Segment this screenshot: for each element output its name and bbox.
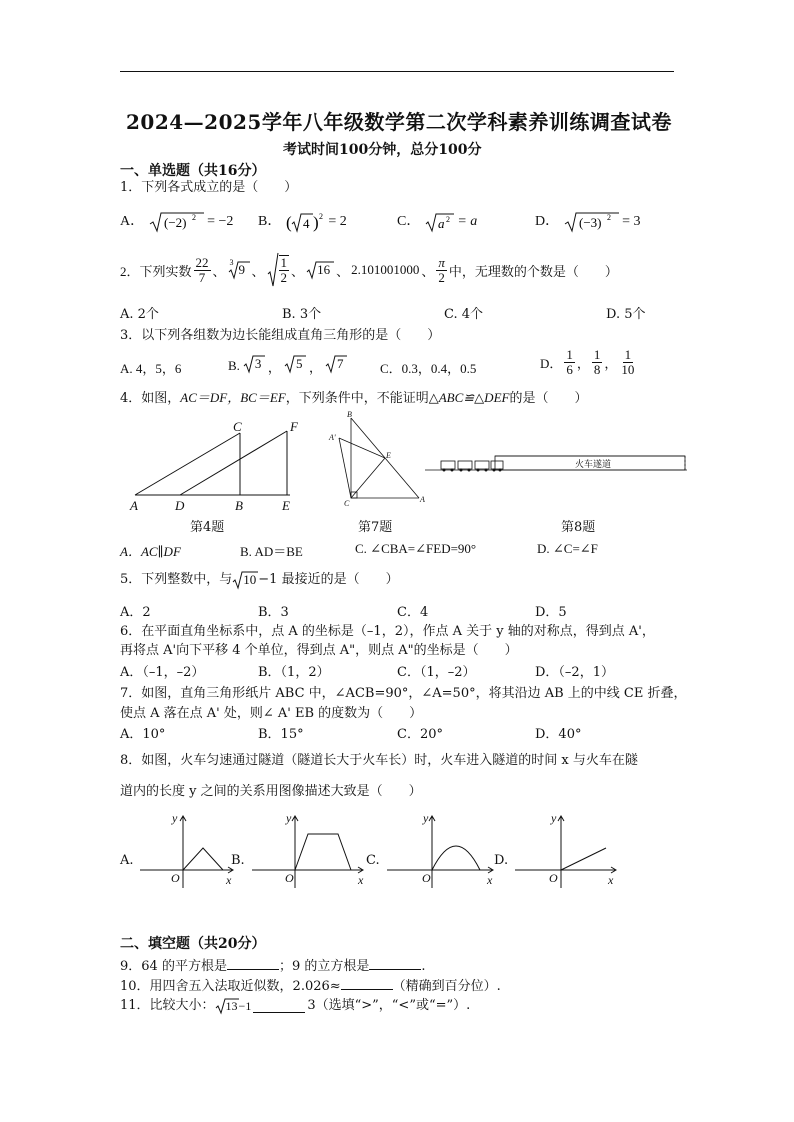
figure-q4 xyxy=(125,418,305,516)
q8-line1: 8．如图，火车匀速通过隧道（隧道长大于火车长）时，火车进入隧道的时间 x 与火车在隧 xyxy=(120,753,638,768)
q6-option-c: C．（1，–2） xyxy=(397,665,476,680)
svg-text:(−3): (−3) xyxy=(578,214,602,230)
svg-text:a: a xyxy=(437,215,445,231)
q8-option-d-label: D. xyxy=(494,853,509,868)
q5-option-b: B．3 xyxy=(258,605,289,620)
q9: 9．64 的平方根是 ；9 的立方根是 . xyxy=(120,959,426,974)
q11: 11．比较大小： 13 −1 3（选填“>”，“<”或“=”）. xyxy=(120,998,471,1013)
figure-q8-caption: 第8题 xyxy=(561,520,596,535)
fig4-label-f: F xyxy=(290,419,298,434)
q2-stem: 2．下列实数 22 7 、 3 9 、 1 2 、 16 、 2.101001000 、 π 2 中，无理数的个数是（ ） xyxy=(120,252,618,288)
fig4-label-b: B xyxy=(235,498,243,513)
q2-frac-pi-2: π 2 xyxy=(438,254,445,285)
q2-option-a: A. 2个 xyxy=(120,307,159,322)
fig7-label-a: A xyxy=(420,495,425,504)
q8-graph-d xyxy=(513,810,623,890)
q1-option-c: C． a 2 = a xyxy=(397,210,477,233)
q8-graph-b xyxy=(250,810,370,890)
svg-text:x: x xyxy=(487,873,493,887)
q1-c-radical xyxy=(424,211,454,233)
svg-text:y: y xyxy=(172,811,178,825)
q2-sqrt-frac xyxy=(267,252,279,288)
q1-option-b: B． ( 4 ) 2 = 2 xyxy=(258,211,347,232)
fig7-label-e: E xyxy=(386,451,391,460)
q4-option-d: D. ∠C=∠F xyxy=(537,541,598,556)
fig4-label-d: D xyxy=(175,498,185,513)
q4-option-b: B. AD＝BE xyxy=(240,544,303,559)
svg-text:): ) xyxy=(312,212,319,232)
q4-option-c: C. ∠CBA=∠FED=90° xyxy=(355,541,477,556)
section-1-heading: 一、单选题（共16分） xyxy=(120,163,266,179)
q3-option-d: D． 1 6 ， 1 8 ， 1 10 xyxy=(540,347,635,377)
top-rule xyxy=(120,71,674,72)
section-2-heading: 二、填空题（共20分） xyxy=(120,936,266,952)
q1-b-radical xyxy=(285,211,325,233)
q5-option-a: A．2 xyxy=(120,605,151,620)
svg-text:x: x xyxy=(608,873,614,887)
q8-graph-a xyxy=(138,810,238,890)
q7-option-d: D．40° xyxy=(535,727,582,742)
svg-text:O: O xyxy=(285,871,294,885)
q3-stem: 3．以下列各组数为边长能组成直角三角形的是（ ） xyxy=(120,328,441,343)
svg-text:2: 2 xyxy=(318,211,323,221)
q7-line2: 使点 A 落在点 A' 处，则∠ A' EB 的度数为（ ） xyxy=(120,706,423,721)
svg-text:2: 2 xyxy=(445,214,450,224)
q11-blank[interactable] xyxy=(253,1000,305,1013)
svg-text:x: x xyxy=(226,873,232,887)
fig7-label-c: C xyxy=(344,499,350,508)
q2-option-c: C. 4个 xyxy=(444,307,484,322)
q7-line1: 7．如图，直角三角形纸片 ABC 中，∠ACB=90°，∠A=50°，将其沿边 AB 上的中线 CE 折叠， xyxy=(120,686,687,701)
q3-option-c: C．0.3，0.4，0.5 xyxy=(380,361,477,376)
svg-text:O: O xyxy=(422,871,431,885)
q1-stem: 1．下列各式成立的是（ ） xyxy=(120,180,298,195)
q7-option-b: B．15° xyxy=(258,727,304,742)
svg-text:O: O xyxy=(549,871,558,885)
svg-text:(−2): (−2) xyxy=(163,214,187,230)
q5-stem: 5．下列整数中，与 10 −1 最接近的是（ ） xyxy=(120,570,399,590)
svg-text:2: 2 xyxy=(191,212,196,222)
q7-option-c: C．20° xyxy=(397,727,443,742)
q6-option-d: D．（–2，1） xyxy=(535,665,614,680)
q7-option-a: A．10° xyxy=(120,727,166,742)
figure-q7 xyxy=(325,410,435,510)
q6-line2: 再将点 A'向下平移 4 个单位，得到点 A"，则点 A"的坐标是（ ） xyxy=(120,643,518,658)
q6-line1: 6．在平面直角坐标系中，点 A 的坐标是（–1，2），作点 A 关于 y 轴的对称点，得到点 A'， xyxy=(120,624,655,639)
q5-option-c: C．4 xyxy=(397,605,429,620)
q8-line2: 道内的长度 y 之间的关系用图像描述大致是（ ） xyxy=(120,784,422,799)
svg-text:O: O xyxy=(171,871,180,885)
q5-option-d: D．5 xyxy=(535,605,567,620)
q8-graph-c xyxy=(385,810,500,890)
svg-text:4: 4 xyxy=(302,215,310,231)
q8-option-c-label: C. xyxy=(366,853,380,868)
q2-frac-22-7: 22 7 xyxy=(195,254,209,285)
q4-option-a: A．AC∥DF xyxy=(120,544,181,559)
q6-option-b: B．（1，2） xyxy=(258,665,330,680)
svg-text:y: y xyxy=(423,811,429,825)
q6-option-a: A．（–1，–2） xyxy=(120,665,205,680)
exam-title: 2024—2025学年八年级数学第二次学科素养训练调查试卷 xyxy=(126,110,672,134)
q1-option-a: A． (−2) 2 = −2 xyxy=(120,210,233,233)
q9-blank-2[interactable] xyxy=(369,957,421,970)
q8-option-b-label: B. xyxy=(231,853,245,868)
fig4-label-a: A xyxy=(130,498,138,513)
q4-stem: 4．如图，AC＝DF，BC＝EF，下列条件中，不能证明△ABC≌△DEF的是（ ） xyxy=(120,390,588,406)
svg-text:x: x xyxy=(358,873,364,887)
svg-text:y: y xyxy=(286,811,292,825)
q1-d-radical xyxy=(563,211,619,233)
q2-option-d: D. 5个 xyxy=(606,307,646,322)
q1-option-d: D． (−3) 2 = 3 xyxy=(535,210,641,233)
fig4-label-c: C xyxy=(233,419,242,434)
fig4-label-e: E xyxy=(282,498,290,513)
fig7-label-a-prime: A' xyxy=(329,433,336,442)
fig7-label-b: B xyxy=(347,410,352,419)
figure-q4-caption: 第4题 xyxy=(190,520,225,535)
q10-blank[interactable] xyxy=(341,977,393,990)
svg-text:y: y xyxy=(551,811,557,825)
q3-option-a: A. 4，5，6 xyxy=(120,361,182,376)
svg-text:(: ( xyxy=(285,212,292,232)
figure-q7-caption: 第7题 xyxy=(358,520,393,535)
q1-a-radical xyxy=(148,211,204,233)
figure-q8 xyxy=(425,450,690,482)
svg-text:2: 2 xyxy=(606,212,611,222)
exam-subtitle: 考试时间100分钟，总分100分 xyxy=(283,142,482,158)
q3-option-b: B. 3 ， 5 ， 7 xyxy=(228,354,347,378)
q8-option-a-label: A. xyxy=(120,853,134,868)
q2-option-b: B. 3个 xyxy=(282,307,322,322)
q9-blank-1[interactable] xyxy=(227,957,279,970)
fig8-tunnel-label: 火车遂道 xyxy=(575,459,612,469)
q10: 10．用四舍五入法取近似数，2.026≈ （精确到百分位）. xyxy=(120,979,501,994)
